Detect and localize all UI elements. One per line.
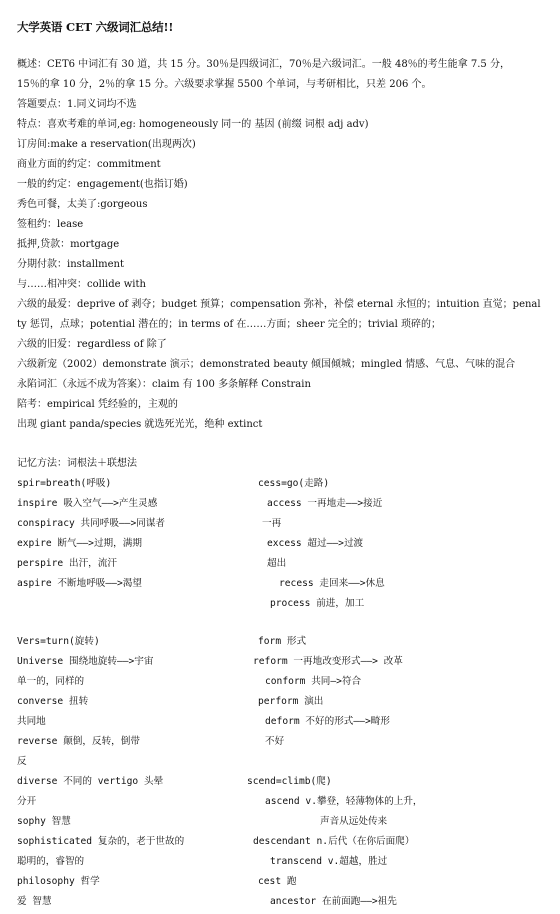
note-line: 分期付款：installment <box>17 259 125 270</box>
method-heading: 记忆方法：词根法＋联想法 <box>17 458 137 469</box>
note-line: 六级的旧爱：regardless of 除了 <box>17 339 167 350</box>
root-entry-left: reverse 颠倒，反转，倒带 <box>17 736 140 747</box>
note-line: 签租约：lease <box>17 219 84 230</box>
root-entry-left: 反 <box>17 756 27 767</box>
root-entry-left: philosophy 哲学 <box>17 876 100 887</box>
root-entry-left: 爱 智慧 <box>17 896 52 907</box>
root-entry-left: sophisticated 复杂的，老于世故的 <box>17 836 185 847</box>
note-line: 与……相冲突：collide with <box>17 279 146 290</box>
note-line: 一般的约定：engagement(也指订婚) <box>17 179 188 190</box>
root-entry-left: sophy 智慧 <box>17 816 71 827</box>
note-line: 抵押,贷款：mortgage <box>17 239 120 250</box>
root-entry-right: access 一再地走——>接近 <box>267 498 383 509</box>
overview-line: 15％的拿 10 分，2％的拿 15 分。六级要求掌握 5500 个单词，与考研相比，只差 206 个。 <box>17 79 432 90</box>
root-entry-left: spir=breath(呼吸) <box>17 478 112 489</box>
root-entry-right: perform 演出 <box>258 696 324 707</box>
root-entry-right: 不好 <box>265 736 285 747</box>
root-entry-left: expire 断气——>过期，满期 <box>17 538 142 549</box>
root-entry-right: ascend v.攀登，轻薄物体的上升， <box>265 796 423 807</box>
root-entry-left: 分开 <box>17 796 37 807</box>
root-entry-right: recess 走回来——>休息 <box>279 578 385 589</box>
root-entry-left: diverse 不同的 vertigo 头晕 <box>17 776 164 787</box>
root-entry-right: ancestor 在前面跑——>祖先 <box>270 896 397 907</box>
root-entry-left: perspire 出汗，流汗 <box>17 558 117 569</box>
note-line: 订房间:make a reservation(出现两次) <box>17 139 196 150</box>
overview-line: 概述：CET6 中词汇有 30 道，共 15 分。30％是四级词汇，70％是六级词汇。一般 48％的考生能拿 7.5 分， <box>17 59 510 70</box>
note-line: 秀色可餐，太美了:gorgeous <box>17 199 148 210</box>
note-line: 六级的最爱：deprive of 剥夺；budget 预算；compensation 弥补，补偿 eternal 永恒的；intuition 直觉；penal <box>17 299 541 310</box>
note-line: 陪考：empirical 凭经验的，主观的 <box>17 399 178 410</box>
root-entry-right: conform 共同—>符合 <box>265 676 362 687</box>
root-entry-left: 共同地 <box>17 716 46 727</box>
root-entry-right: 超出 <box>267 558 287 569</box>
root-entry-left: Vers=turn(旋转) <box>17 636 100 647</box>
root-entry-right: cess=go(走路) <box>258 478 330 489</box>
root-entry-right: form 形式 <box>258 636 307 647</box>
root-entry-left: converse 扭转 <box>17 696 89 707</box>
root-entry-right: 声音从远处传来 <box>320 816 388 827</box>
root-entry-left: 单一的，同样的 <box>17 676 85 687</box>
root-entry-left: inspire 吸入空气——>产生灵感 <box>17 498 158 509</box>
root-entry-left: aspire 不断地呼吸——>渴望 <box>17 578 142 589</box>
note-line: 永陷词汇（永远不成为答案）：claim 有 100 多条解释 Constrain <box>17 379 311 390</box>
root-entry-left: conspiracy 共同呼吸——>同谋者 <box>17 518 166 529</box>
note-line: 答题要点：1.同义词均不选 <box>17 99 137 110</box>
note-line: 出现 giant panda/species 就选死光光，绝种 extinct <box>17 419 263 430</box>
root-entry-right: deform 不好的形式——>畸形 <box>265 716 390 727</box>
root-entry-right: process 前进，加工 <box>270 598 365 609</box>
root-entry-right: scend=climb(爬) <box>247 776 332 787</box>
root-entry-left: Universe 围绕地旋转——>宇宙 <box>17 656 154 667</box>
root-entry-right: 一再 <box>262 518 282 529</box>
root-entry-right: transcend v.超越，胜过 <box>270 856 388 867</box>
root-entry-right: reform 一再地改变形式——> 改革 <box>253 656 403 667</box>
note-line: ty 惩罚，点球；potential 潜在的；in terms of 在……方面；sheer 完全的；trivial 琐碎的； <box>17 319 441 330</box>
note-line: 特点：喜欢考难的单词,eg: homogeneously 同一的 基因 (前缀 词根 adj adv) <box>17 119 369 130</box>
root-entry-right: cest 跑 <box>258 876 297 887</box>
note-line: 六级新宠（2002）demonstrate 演示；demonstrated beauty 倾国倾城；mingled 情感、气息、气味的混合 <box>17 359 516 370</box>
root-entry-right: descendant n.后代（在你后面爬） <box>253 836 415 847</box>
document-title: 大学英语 CET 六级词汇总结!! <box>17 20 174 34</box>
root-entry-left: 聪明的，睿智的 <box>17 856 85 867</box>
note-line: 商业方面的约定：commitment <box>17 159 161 170</box>
root-entry-right: excess 超过——>过渡 <box>267 538 364 549</box>
